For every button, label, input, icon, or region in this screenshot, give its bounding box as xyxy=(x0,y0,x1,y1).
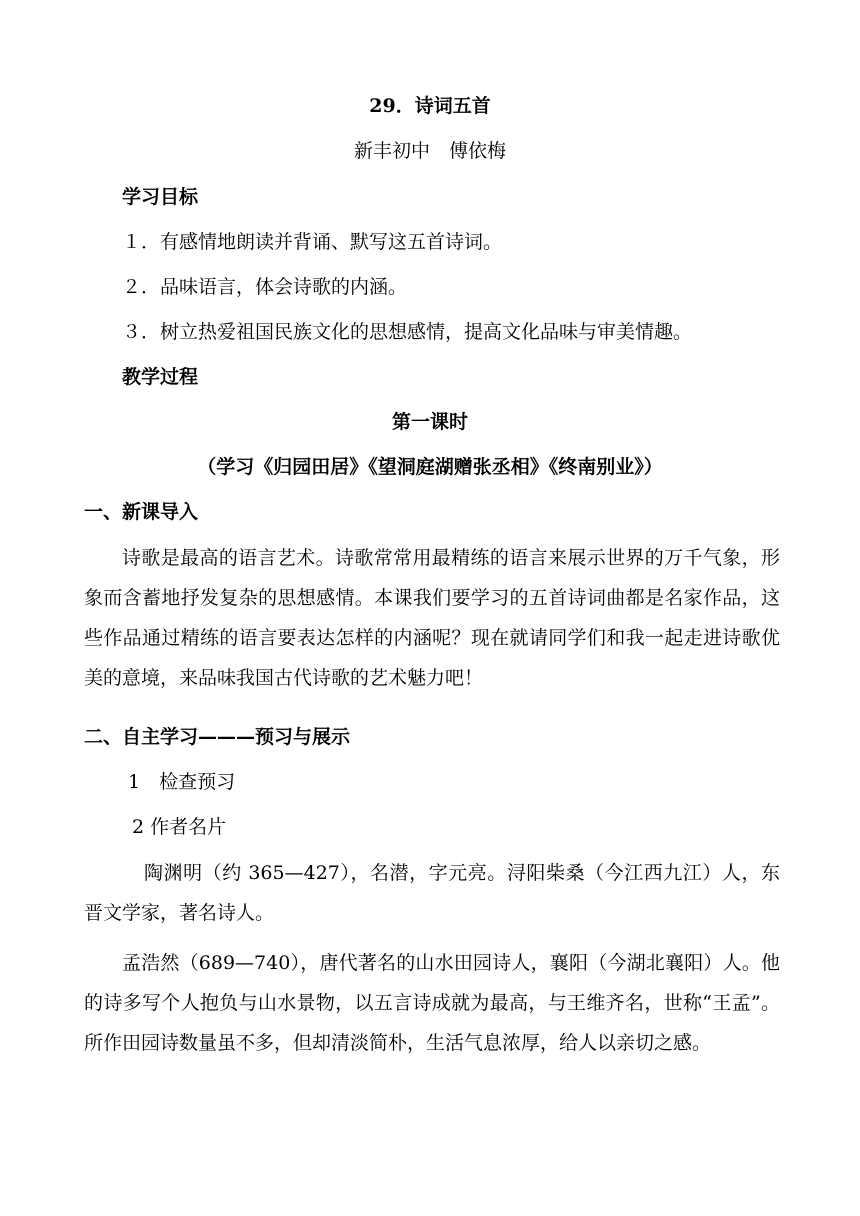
objective-item-2: ２．品味语言，体会诗歌的内涵。 xyxy=(122,276,408,298)
intro-paragraph: 诗歌是最高的语言艺术。诗歌常常用最精练的语言来展示世界的万千气象，形象而含蓄地抒发复杂的思想感情。本课我们要学习的五首诗词曲都是名家作品，这些作品通过精练的语言要表达怎样的内涵呢？现在就请同学们和我一起走进诗歌优美的意境，来品味我国古代诗歌的艺术魅力吧！ xyxy=(84,547,780,689)
objective-item-3: ３．树立热爱祖国民族文化的思想感情，提高文化品味与审美情趣。 xyxy=(122,321,693,343)
author-line: 新丰初中 傅依梅 xyxy=(353,140,506,162)
section-1-heading: 一、新课导入 xyxy=(84,501,199,523)
objective-item-1: １．有感情地朗读并背诵、默写这五首诗词。 xyxy=(122,231,503,253)
document-title: 29．诗词五首 xyxy=(369,95,491,117)
process-heading: 教学过程 xyxy=(122,366,199,388)
lesson-subtitle: （学习《归园田居》《望洞庭湖赠张丞相》《终南别业》） xyxy=(197,456,663,478)
lesson-title: 第一课时 xyxy=(391,411,468,433)
section-2-heading: 二、自主学习———预习与展示 xyxy=(84,726,351,748)
objectives-heading: 学习目标 xyxy=(122,186,199,208)
item-author-card: 2 作者名片 xyxy=(132,816,227,838)
meng-haoran-paragraph: 孟浩然（689—740），唐代著名的山水田园诗人，襄阳（今湖北襄阳）人。他的诗多写个人抱负与山水景物，以五言诗成就为最高，与王维齐名，世称“王孟”。所作田园诗数量虽不多，但却清淡简朴，生活气息浓厚，给人以亲切之感。 xyxy=(84,952,780,1054)
tao-yuanming-paragraph: 陶渊明（约 365—427），名潜，字元亮。浔阳柴桑（今江西九江）人，东晋文学家，著名诗人。 xyxy=(84,862,780,924)
item-check-preview: 1 检查预习 xyxy=(128,771,236,793)
